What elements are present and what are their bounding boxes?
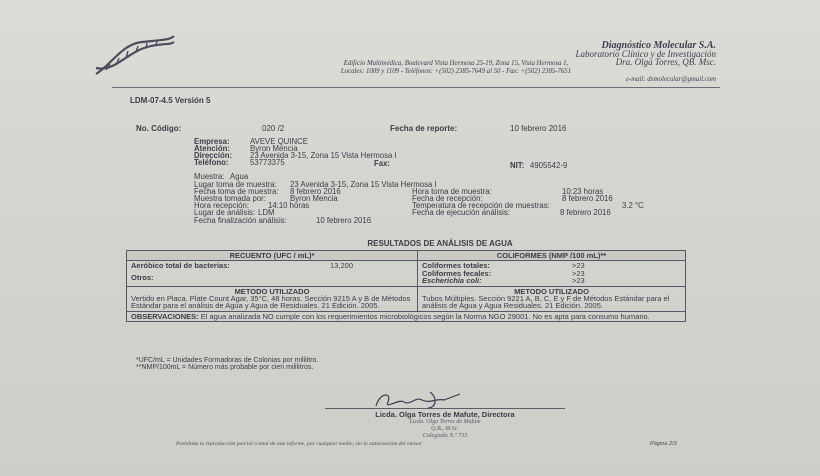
ecoli-label: Escherichia coli:: [422, 276, 482, 286]
results-table: [126, 250, 686, 322]
stamp-line-3: Colegiado N.º 733: [422, 433, 468, 439]
coliformes-cell: [418, 261, 686, 286]
coliformes-totales-label: Coliformes totales:: [422, 261, 490, 271]
codigo-label: No. Código:: [136, 124, 182, 133]
fecha-ejecucion-label: Fecha de ejecución análisis:: [412, 208, 510, 217]
page-number: Página 2/3: [650, 441, 677, 447]
lugar-toma-label: Lugar toma de muestra:: [194, 180, 277, 189]
fecha-reporte-label: Fecha de reporte:: [390, 124, 458, 133]
lab-email: e-mail: dxmolecular@gmail.com: [625, 76, 716, 83]
hora-toma-value: 10:23 horas: [562, 187, 604, 196]
metodo-left-cell: [127, 286, 418, 311]
recuento-header: RECUENTO (UFC / mL)*: [127, 251, 418, 261]
dna-logo-icon: [92, 34, 178, 78]
fax-label: Fax:: [374, 159, 391, 168]
coliformes-totales-value: >23: [572, 261, 585, 271]
lab-subtitle: Laboratorio Clínico y de Investigación: [575, 49, 716, 59]
empresa-label: Empresa:: [194, 137, 230, 146]
muestra-label: Muestra:: [194, 172, 225, 181]
footnote-ufc: *UFC/mL = Unidades Formadoras de Colonias por mililitro.: [136, 357, 319, 364]
telefono-value: 53773375: [250, 158, 285, 167]
stamp-line-2: Q.B., M.Sc.: [431, 426, 459, 432]
ecoli-value: >23: [572, 276, 585, 286]
fecha-finalizacion-value: 10 febrero 2016: [316, 216, 372, 225]
empresa-value: AVEVE QUINCE: [250, 137, 308, 146]
signer-name: Licda. Olga Torres de Mafute, Directora: [375, 410, 515, 419]
fecha-toma-label: Fecha toma de muestra:: [194, 187, 279, 196]
tomada-por-label: Muestra tomada por:: [194, 194, 266, 203]
nit-value: 4905542-9: [530, 161, 568, 170]
metodo-right-text: Tubos Múltiples. Sección 9221 A, B, C, E y F de Métodos Estándar para el análisis de Agua y Agua Residuales. 21 Edición. 2005.: [422, 294, 670, 311]
metodo-right-header: METODO UTILIZADO: [514, 286, 589, 296]
address-line-2: Locales: 1009 y 1109 - Teléfonos: +(502) 2385-7649 al 50 - Fax: +(502) 2385-7651: [340, 68, 572, 75]
fecha-finalizacion-label: Fecha finalización análisis:: [194, 216, 287, 225]
stamp-line-1: Licda. Olga Torres de Mafute: [409, 419, 481, 425]
address-line-1: Edificio Multimédica, Boulevard Vista Hermosa 25-19, Zona 15, Vista Hermosa 1,: [343, 60, 569, 67]
otros-label: Otros:: [131, 272, 154, 282]
table-row: [127, 286, 686, 311]
atencion-label: Atención:: [194, 144, 230, 153]
results-title: RESULTADOS DE ANÁLISIS DE AGUA: [367, 239, 513, 248]
lugar-analisis-value: LDM: [258, 208, 275, 217]
nit-label: NIT:: [510, 161, 525, 170]
hora-recepcion-label: Hora recepción:: [194, 201, 250, 210]
header-divider: [112, 87, 720, 88]
table-row: [127, 261, 686, 286]
footer-disclaimer: Prohibida la reproducción parcial o total de este informe, por cualquier medio, sin la autorización del emisor: [176, 441, 423, 447]
direccion-value: 23 Avenida 3-15, Zona 15 Vista Hermosa I: [250, 151, 397, 160]
metodo-left-header: METODO UTILIZADO: [234, 286, 310, 296]
lab-address: [196, 57, 716, 84]
lab-name: Diagnóstico Molecular S.A.: [601, 40, 716, 51]
codigo-value: 020 /2: [262, 124, 285, 133]
metodo-left-text: Vertido en Placa. Plate Count Agar, 35°C, 48 horas. Sección 9215 A y B de Métodos Estándar para el análisis de Agua y Agua de Residuales. 21 Edición. 2005.: [131, 294, 411, 311]
fecha-ejecucion-value: 8 febrero 2016: [560, 208, 611, 217]
telefono-label: Teléfono:: [194, 158, 229, 167]
signer-stamp: [325, 419, 565, 440]
temperatura-value: 3.2 °C: [622, 201, 644, 210]
table-row: [127, 311, 686, 321]
coliformes-fecales-label: Coliformes fecales:: [422, 268, 492, 278]
footnote-nmp: **NMP/100mL = Número más probable por cien mililitros.: [136, 364, 314, 372]
tomada-por-value: Byron Mencia: [290, 194, 338, 203]
hora-toma-label: Hora toma de muestra:: [412, 187, 492, 196]
observaciones-cell: [127, 311, 686, 321]
signature-line: [325, 408, 565, 409]
atencion-value: Byron Mencia: [250, 144, 298, 153]
lugar-toma-value: 23 Avenida 3-15, Zona 15 Vista Hermosa I: [290, 180, 437, 189]
direccion-label: Dirección:: [194, 151, 233, 160]
muestra-value: Agua: [230, 172, 249, 181]
temperatura-label: Temperatura de recepción de muestras:: [412, 201, 550, 210]
document-code: LDM-07-4.5 Versión 5: [130, 96, 211, 105]
coliformes-fecales-value: >23: [572, 268, 585, 278]
hora-recepcion-value: 14:10 horas: [268, 201, 310, 210]
fecha-recepcion-value: 8 febrero 2016: [562, 194, 613, 203]
table-row: [127, 251, 686, 261]
aerobico-value: 13,200: [330, 261, 353, 271]
observaciones-label: OBSERVACIONES:: [131, 311, 199, 321]
fecha-recepcion-label: Fecha de recepción:: [412, 194, 483, 203]
lab-director: Dra. Olga Torres, QB. Msc.: [615, 57, 716, 67]
recuento-cell: [127, 261, 418, 286]
observaciones-text: El agua analizada NO cumple con los requerimientos microbiológicos según la Norma NGO 29001. No es apta para consumo humano.: [200, 311, 650, 321]
lugar-analisis-label: Lugar de análisis:: [194, 208, 256, 217]
aerobico-label: Aeróbico total de bacterias:: [131, 261, 230, 271]
metodo-right-cell: [418, 286, 686, 311]
coliformes-header: COLIFORMES (NMP /100 mL)**: [418, 251, 686, 261]
fecha-toma-value: 8 febrero 2016: [290, 187, 341, 196]
footnotes: [136, 357, 318, 372]
fecha-reporte-value: 10 febrero 2016: [510, 124, 567, 133]
